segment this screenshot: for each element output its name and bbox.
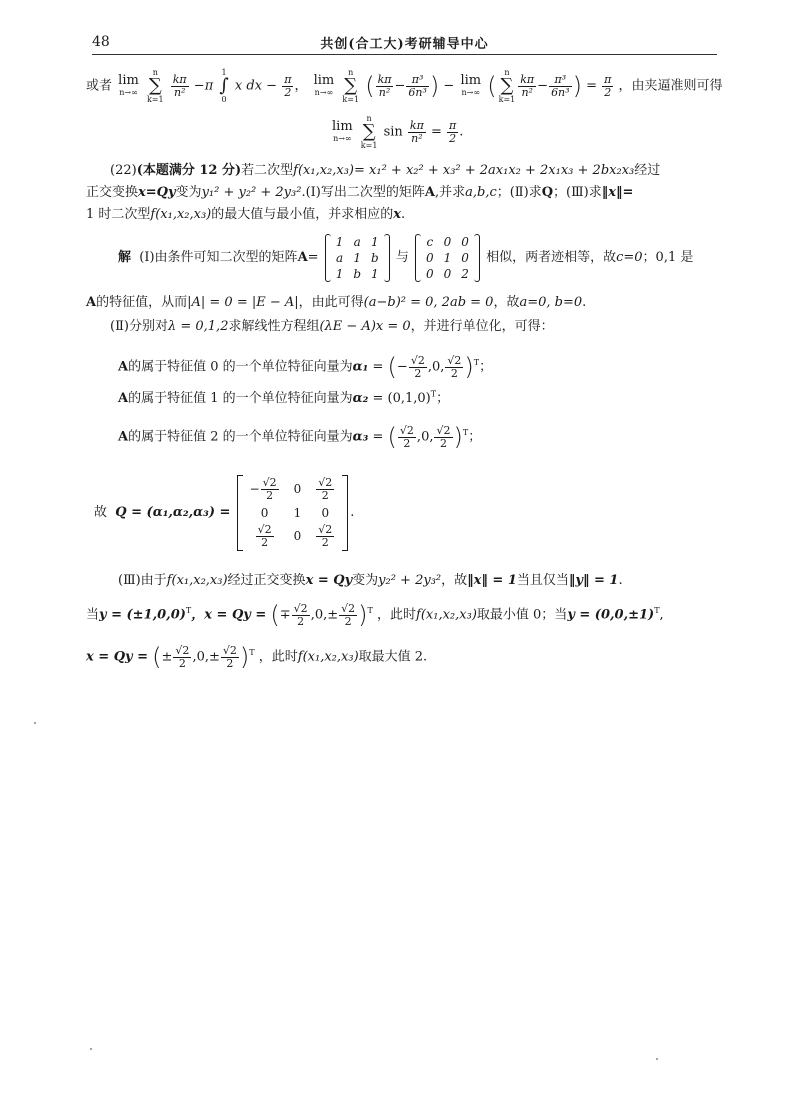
matrix-q-cell: 1 <box>293 505 302 520</box>
matrix-a-cell: a <box>335 250 344 265</box>
matrix-diag-cell: 1 <box>443 250 452 265</box>
matrix-diag <box>415 234 480 282</box>
matrix-a-cell: b <box>353 266 362 281</box>
problem-number: (22) <box>110 163 137 178</box>
matrix-diag-cell: 0 <box>426 250 434 265</box>
solution-part1-line1: 解 (Ⅰ)由条件可知二次型的矩阵A= 1 a 1 a 1 b 1 b 1 与 c 0 0 0 1 0 0 0 2 相似，两者迹相等，故c=0；0,1 是 <box>118 234 694 281</box>
matrix-a-cell: 1 <box>335 234 344 249</box>
matrix-diag-cell: 0 <box>426 266 434 281</box>
integral-term: x dx <box>234 78 263 94</box>
running-title: 共创(合工大)考研辅导中心 <box>320 37 489 52</box>
eigenvector-3-line: A的属于特征值 2 的一个单位特征向量为α₃ = ( $\frac{√2}{2}$ ,0, $\frac{√2}{2}$ )$^T$； <box>118 423 482 451</box>
problem-line-3: 1 时二次型f(x₁,x₂,x₃)的最大值与最小值，并求相应的x. <box>86 207 406 222</box>
matrix-q <box>237 475 349 551</box>
problem-score: (本题满分 12 分) <box>136 163 242 178</box>
matrix-q-cell: 0 <box>293 482 302 496</box>
problem-line-2: 正交变换x=Qy变为y₁² + y₂² + 2y₃².(Ⅰ)写出二次型的矩阵A,并求a,b,c；(Ⅱ)求Q；(Ⅲ)求‖x‖= <box>86 185 634 200</box>
matrix-q-cell: $\frac{√2}{2}$ <box>318 475 333 502</box>
fraction-pi-2: $\frac{\pi}{2}$ <box>284 72 292 99</box>
lim-operator-3: lim n→∞ <box>460 73 482 97</box>
scan-speck <box>90 1048 92 1050</box>
fraction-kpi-n2: $\frac{k\pi}{\text{n²}}$ <box>172 72 187 99</box>
matrix-diag-cell: 2 <box>461 266 469 281</box>
matrix-diag-cell: 0 <box>443 234 452 249</box>
solution-part3-line3: x = Qy = (± $\frac{√2}{2}$ ,0,± $\frac{√2}{2}$ )$^T$ ，此时f(x₁,x₂,x₃)取最大值 2. <box>86 643 428 671</box>
text-squeeze-theorem: ，由夹逼准则可得 <box>618 78 723 94</box>
limit-equation-line: 或者 lim n→∞ n ∑ k=1 $\frac{k\pi}{\text{n²}}$ −π 1 ∫ 0 x dx − $\frac{\pi}{2}$ ， lim n→∞ n ∑ k=1 ( $\frac{k\pi}{\text{n²}}$ − $\frac{\text{π³}}{\text{6n³}}$ ) − lim n→∞ ( n ∑ k=1 $\frac{k\pi}{\text{n²}}$ − $\frac{\text{π³}}{\text{6n³}}$ ) = $\frac{\pi}{2}$ ，由夹逼准则可得 <box>86 68 723 104</box>
matrix-a-cell: b <box>371 250 379 265</box>
matrix-q-cell: − $\frac{√2}{2}$ <box>249 475 277 502</box>
scan-speck <box>656 1058 658 1060</box>
matrix-a-cell: 1 <box>371 266 379 281</box>
eigenvector-2-line: A的属于特征值 1 的一个单位特征向量为$\alpha_2 = (0,1,0)^T$； <box>118 389 450 406</box>
page-number: 48 <box>92 34 110 50</box>
matrix-diag-cell: 0 <box>461 234 469 249</box>
matrix-a <box>325 234 390 282</box>
matrix-a-cell: 1 <box>335 266 344 281</box>
matrix-diag-cell: 0 <box>443 266 452 281</box>
solution-part2-intro: (Ⅱ)分别对λ = 0,1,2求解线性方程组(λE − A)x = 0，并进行单位化，可得： <box>110 319 554 334</box>
page-header <box>92 32 717 55</box>
matrix-q-cell: 0 <box>321 505 330 520</box>
sum-operator: n ∑ k=1 <box>146 68 164 104</box>
solution-part3-line1: (Ⅲ)由于f(x₁,x₂,x₃)经过正交变换x = Qy变为y₂² + 2y₃²，故‖x‖ = 1当且仅当‖y‖ = 1. <box>118 573 623 588</box>
eigenvector-1-line: A的属于特征值 0 的一个单位特征向量为α₁ = (− $\frac{√2}{2}$ ,0, $\frac{√2}{2}$ )$^T$； <box>118 353 493 381</box>
matrix-q-cell: $\frac{√2}{2}$ <box>318 522 333 549</box>
matrix-a-cell: a <box>353 234 361 249</box>
sum-operator-2: n ∑ k=1 <box>342 68 360 104</box>
matrix-a-cell: 1 <box>371 234 379 249</box>
solution-label: 解 <box>118 250 132 265</box>
text-huozhe: 或者 <box>86 78 113 94</box>
centered-limit-result: lim n→∞ n ∑ k=1 sin $\frac{k\pi}{\text{n²}}$ = $\frac{\pi}{2}$ . <box>332 114 464 150</box>
solution-part3-line2: 当$y = (\pm 1,0,0)^T$，x = Qy = (∓ $\frac{√2}{2}$ ,0,± $\frac{√2}{2}$ )$^T$ ，此时f(x₁,x₂,x₃)取最小值 0；当$y = (0,0,\pm 1)^T$, <box>86 601 664 629</box>
matrix-a-cell: 1 <box>353 250 361 265</box>
integral-operator: 1 ∫ 0 <box>219 68 229 104</box>
matrix-q-cell: $\frac{√2}{2}$ <box>257 522 272 549</box>
q-matrix-line: 故 Q = (α₁,α₂,α₃) = − $\frac{√2}{2}$ 0 $\frac{√2}{2}$ 0 1 0 $\frac{√2}{2}$ 0 $\frac{√2}{2}$ . <box>94 475 355 549</box>
problem-line-1: (22)(本题满分 12 分)若二次型f(x₁,x₂,x₃)= x₁² + x₂² + x₃² + 2ax₁x₂ + 2x₁x₃ + 2bx₂x₃经过 <box>110 163 661 178</box>
matrix-q-cell: 0 <box>293 529 302 543</box>
matrix-diag-cell: 0 <box>461 250 469 265</box>
matrix-diag-cell: c <box>426 234 434 249</box>
lim-operator: lim n→∞ <box>118 73 139 97</box>
matrix-q-cell: 0 <box>260 505 269 520</box>
lim-operator-2: lim n→∞ <box>313 73 335 97</box>
solution-part1-line2: A的特征值，从而|A| = 0 = |E − A|，由此可得(a−b)² = 0, 2ab = 0，故a=0, b=0. <box>86 295 587 310</box>
scan-speck <box>34 722 36 724</box>
